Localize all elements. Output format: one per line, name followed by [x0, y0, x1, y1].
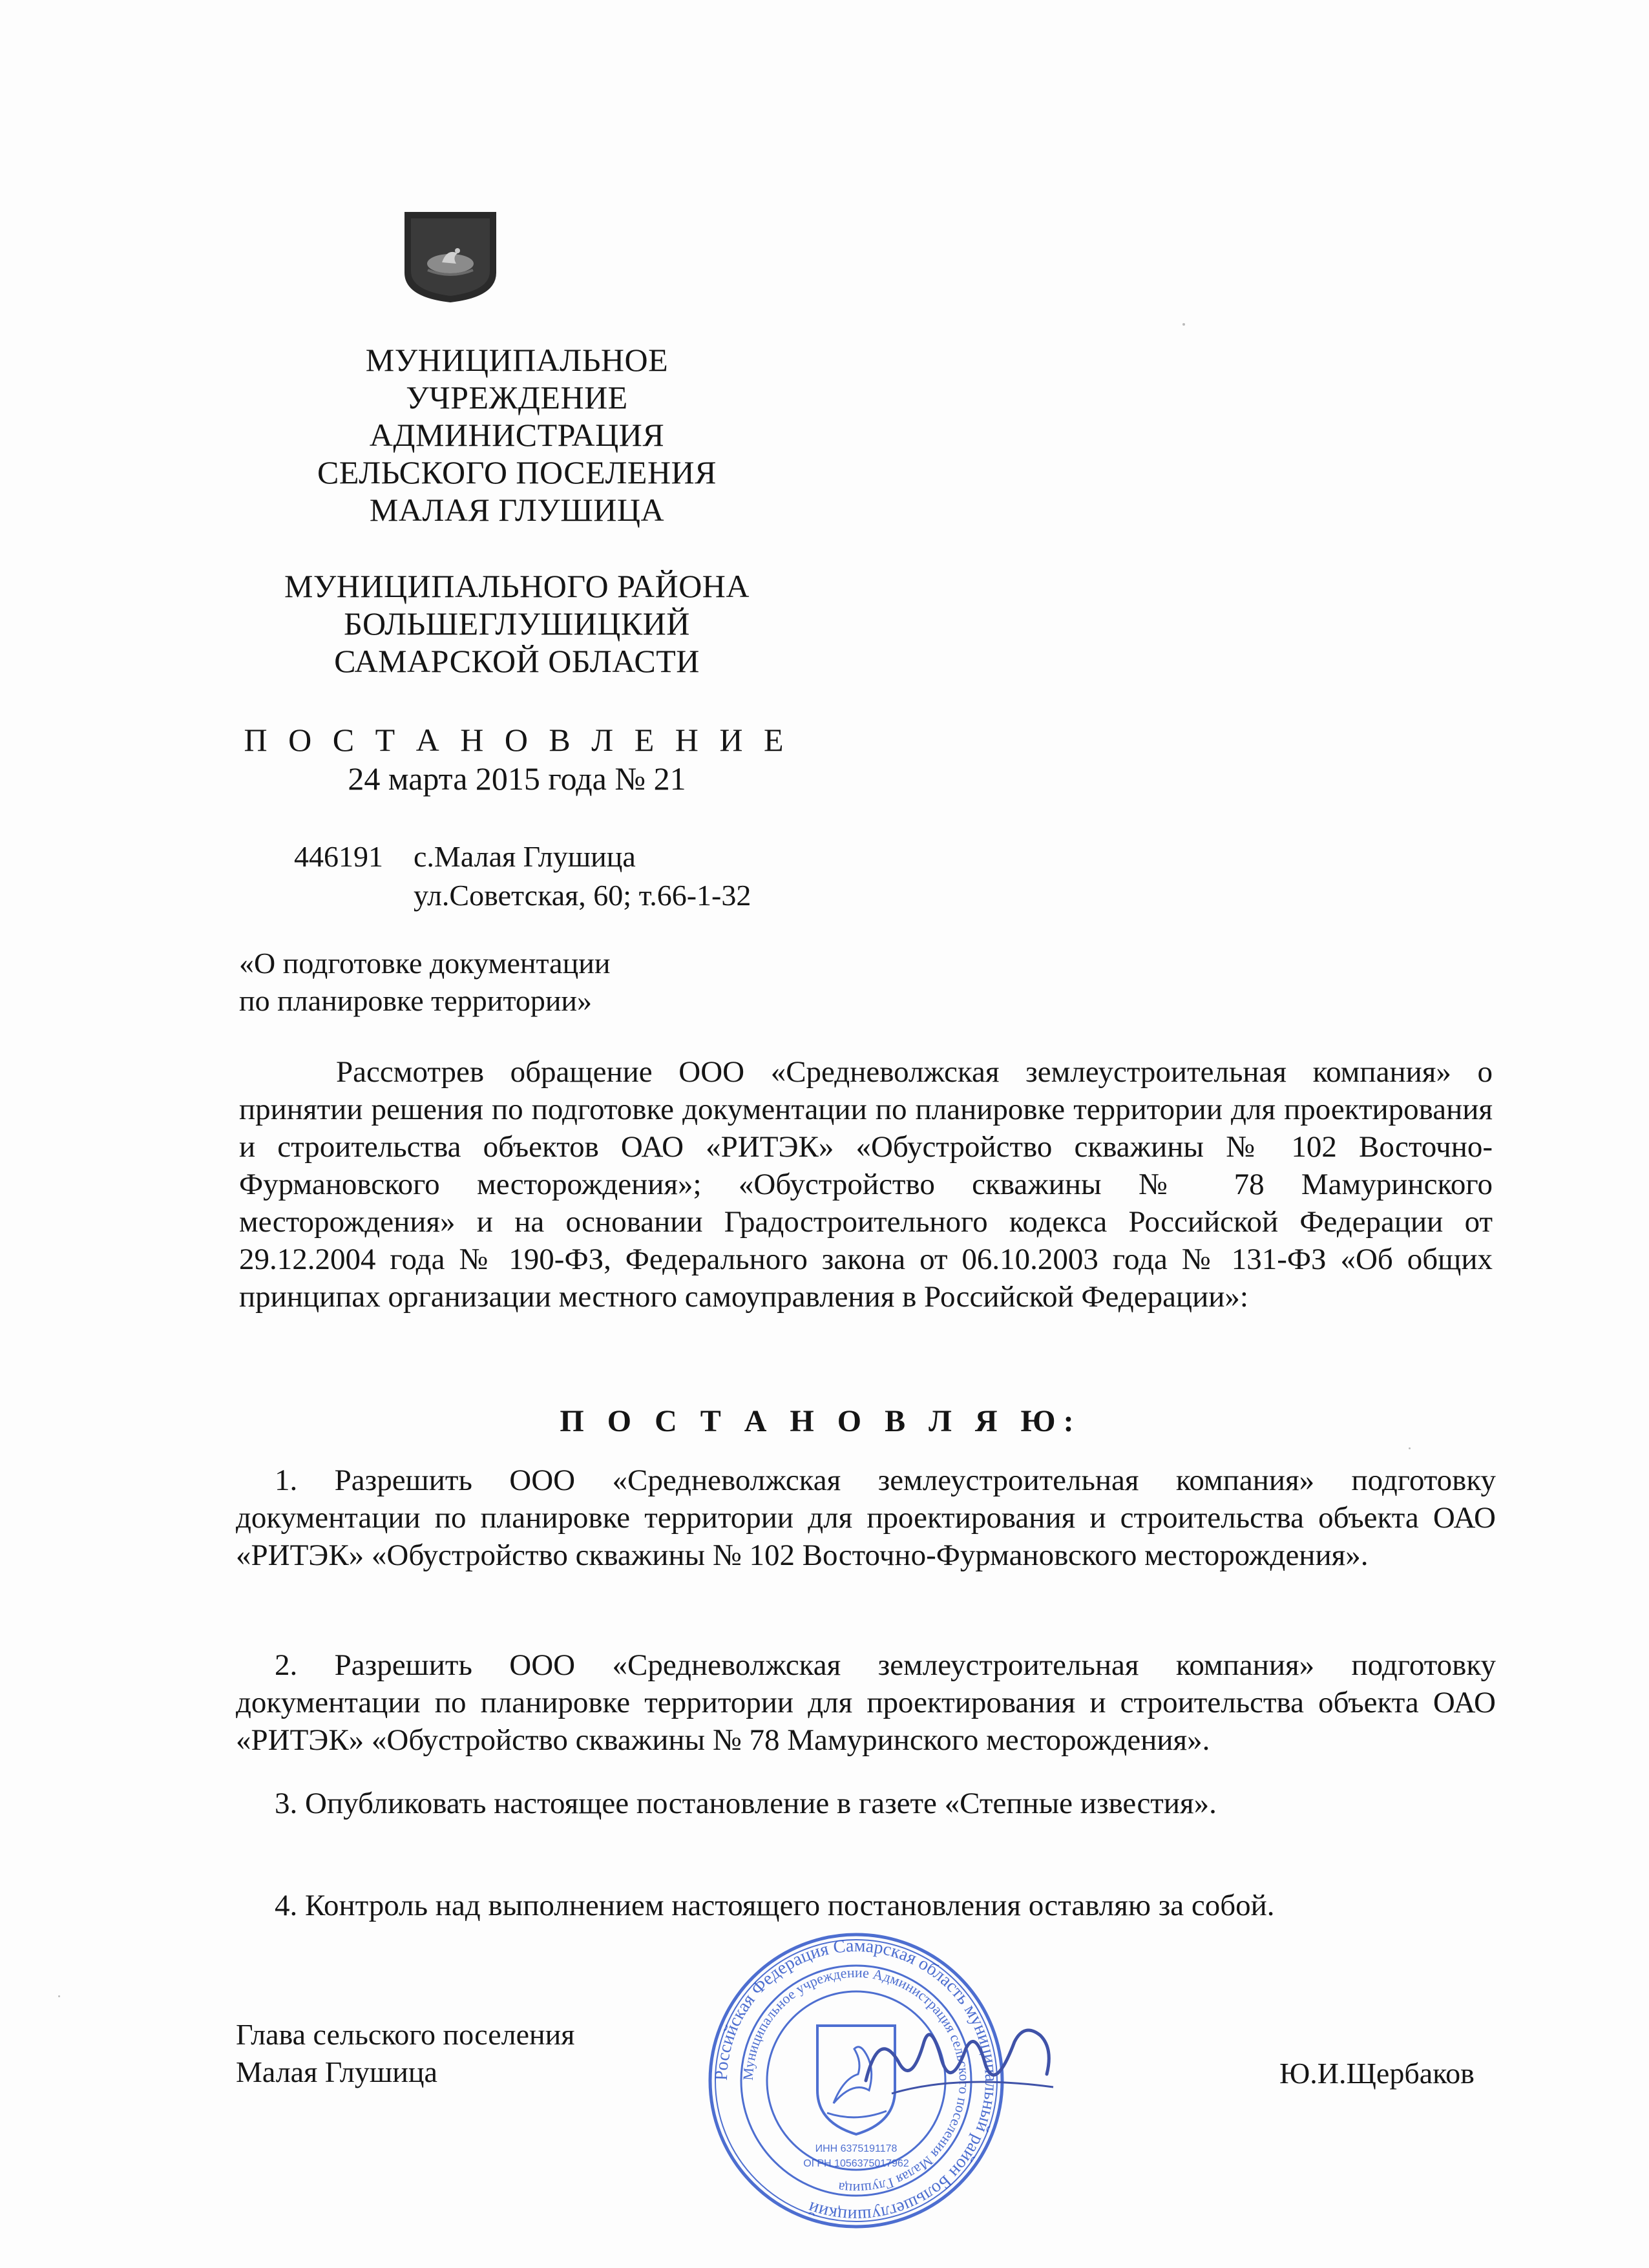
- stamp-ogrn: ОГРН 1056375017962: [803, 2158, 909, 2169]
- handwritten-signature: [853, 2003, 1066, 2119]
- signatory-name: Ю.И.Щербаков: [1279, 2057, 1475, 2090]
- stamp-inn: ИНН 6375191178: [815, 2143, 898, 2154]
- scan-speck: [1182, 323, 1185, 326]
- scan-speck: [58, 1995, 60, 1997]
- decree-item-4: 4. Контроль над выполнением настоящего постановления оставляю за собой.: [275, 1889, 1275, 1922]
- institution-line: АДМИНИСТРАЦИЯ: [369, 417, 665, 453]
- issuer-header: [194, 341, 840, 680]
- decree-heading: П О С Т А Н О В Л Я Ю:: [560, 1404, 1082, 1438]
- decree-item-3: 3. Опубликовать настоящее постановление в газете «Степные известия».: [275, 1787, 1217, 1820]
- subject-line: «О подготовке документации: [239, 947, 611, 980]
- scan-speck: [1409, 1447, 1411, 1449]
- preamble-paragraph: Рассмотрев обращение ООО «Средневолжская землеустроительная компания» о принятии решения по подготовке документации по планировке территории для проектирования и строительства объектов ОАО «РИТЭК» «Обустройство скважины № 102 Восточно-Фурмановского месторождения»; «Обустройство скважины № 78 Мамуринского месторождения» и на основании Градостроительного кодекса Российской Федерации от 29.12.2004 года № 190-ФЗ, Федерального закона от 06.10.2003 года № 131-ФЗ «Об общих принципах организации местного самоуправления в Российской Федерации»:: [239, 1055, 1493, 1314]
- document-type-title: П О С Т А Н О В Л Е Н И Е: [244, 722, 790, 758]
- document-date-number: 24 марта 2015 года № 21: [348, 761, 686, 797]
- signatory-position: [236, 2016, 574, 2091]
- decree-item-2: 2. Разрешить ООО «Средневолжская землеустроительная компания» подготовку документации по планировке территории для проектирования и строительства объекта ОАО «РИТЭК» «Обустройство скважины № 78 Мамуринского месторождения».: [236, 1648, 1496, 1757]
- issuer-address: [414, 837, 751, 915]
- position-line: Глава сельского поселения: [236, 2018, 575, 2051]
- stamp-middle-text: Муниципальное учреждение Администрация сельского поселения Малая Глушица: [739, 1964, 973, 2198]
- document-subject: [239, 945, 610, 1020]
- institution-line: СЕЛЬСКОГО ПОСЕЛЕНИЯ: [317, 454, 717, 490]
- position-line: Малая Глушица: [236, 2055, 437, 2088]
- stamp-outer-text: Российская Федерация Самарская область муниципальный район Большеглушицкий: [711, 1935, 1002, 2226]
- subject-line: по планировке территории»: [239, 984, 593, 1017]
- district-line: БОЛЬШЕГЛУШИЦКИЙ: [344, 605, 690, 642]
- coat-of-arms-emblem: [402, 208, 499, 304]
- institution-line: УЧРЕЖДЕНИЕ: [406, 379, 628, 415]
- institution-line: МАЛАЯ ГЛУШИЦА: [369, 492, 665, 528]
- address-line: ул.Советская, 60; т.66-1-32: [414, 879, 751, 912]
- district-line: САМАРСКОЙ ОБЛАСТИ: [334, 643, 700, 679]
- district-line: МУНИЦИПАЛЬНОГО РАЙОНА: [284, 568, 750, 604]
- institution-line: МУНИЦИПАЛЬНОЕ: [365, 342, 669, 378]
- postal-code: 446191: [294, 840, 383, 873]
- address-line: с.Малая Глушица: [414, 840, 636, 873]
- decree-item-1: 1. Разрешить ООО «Средневолжская землеустроительная компания» подготовку документации по планировке территории для проектирования и строительства объекта ОАО «РИТЭК» «Обустройство скважины № 102 Восточно-Фурмановского месторождения».: [236, 1464, 1496, 1572]
